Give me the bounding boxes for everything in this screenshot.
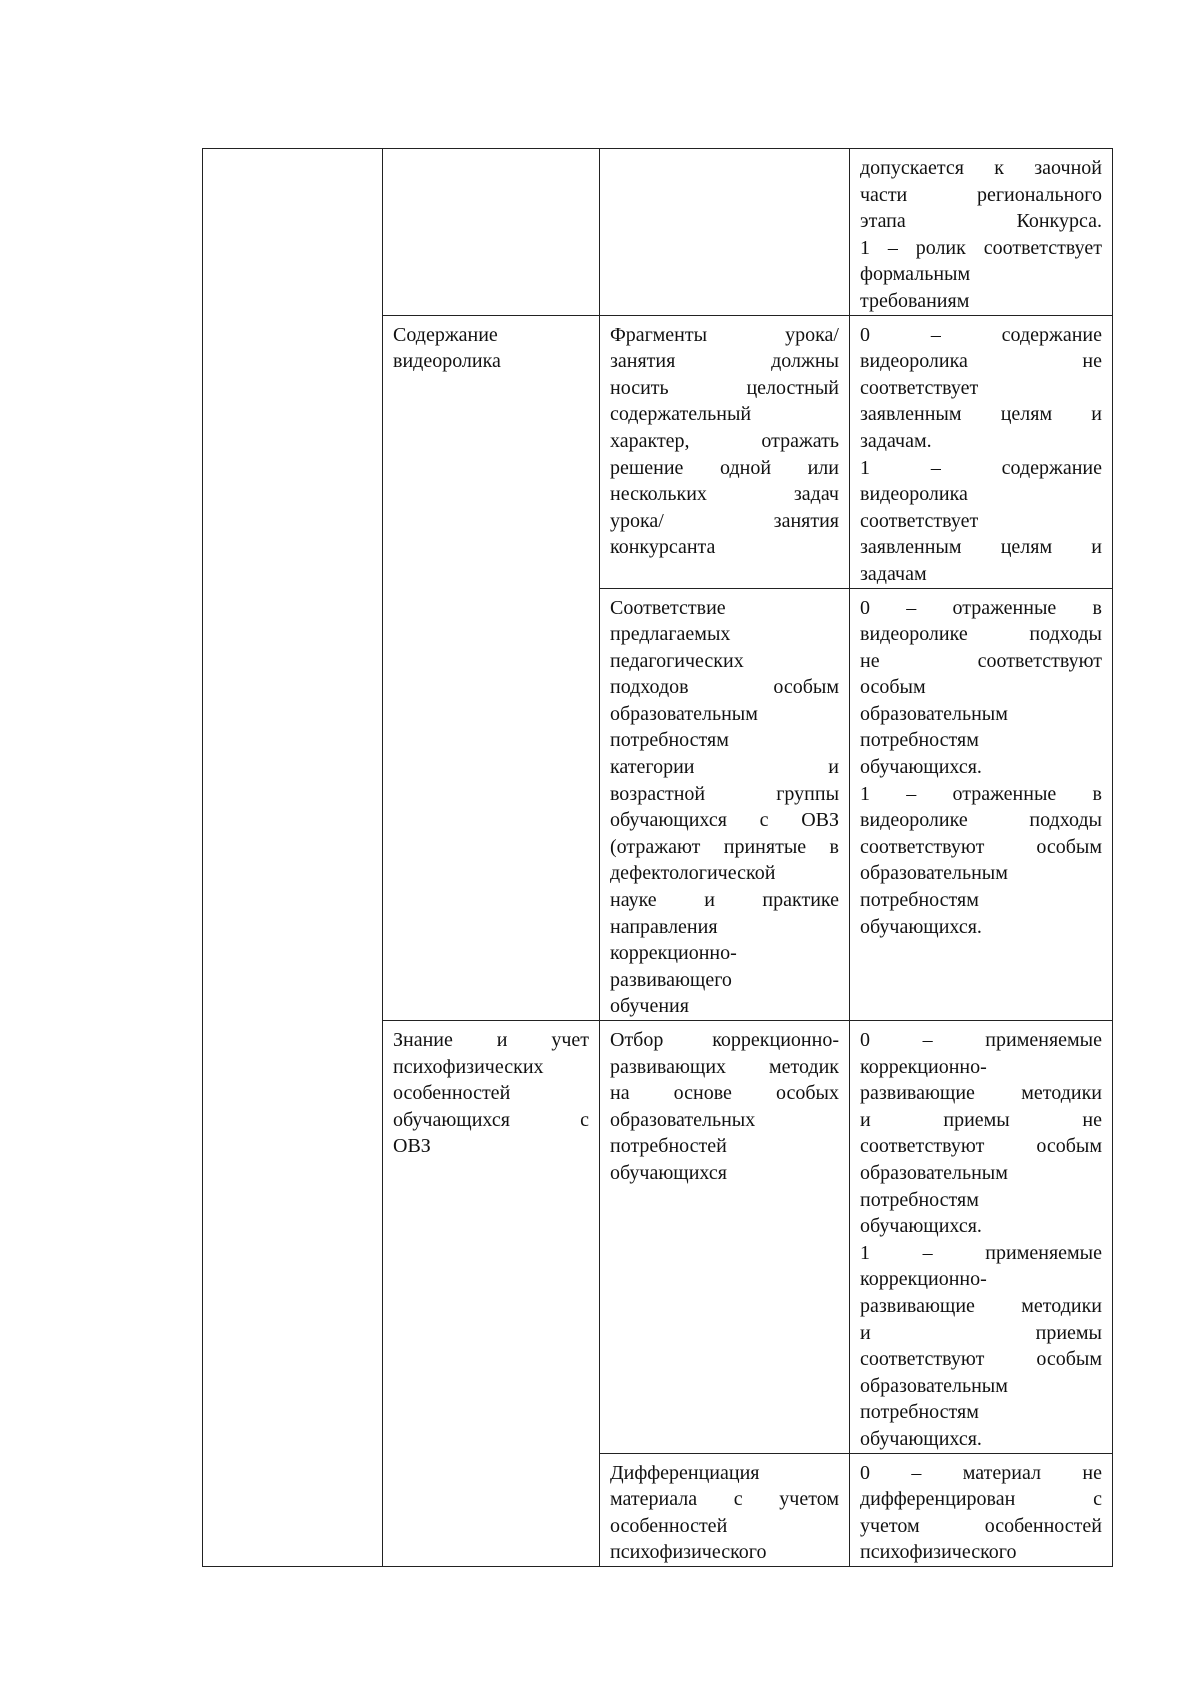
text-line: возрастной группы — [610, 782, 839, 805]
text-line: видеоролика — [393, 350, 501, 373]
text-line: не соответствуют — [860, 649, 1102, 672]
text-line: дефектологической — [610, 862, 776, 885]
text-line: видеоролике подходы — [860, 623, 1102, 646]
text-line: образовательным — [860, 1161, 1008, 1184]
text-line: носить целостный — [610, 376, 839, 399]
text-line: формальным — [860, 263, 971, 286]
text-line: потребностям — [860, 1401, 979, 1424]
text-line: Дифференциация — [610, 1461, 760, 1484]
text-line: подходов особым — [610, 676, 839, 699]
text-line: учетом особенностей — [860, 1514, 1102, 1537]
criterion-cell — [383, 149, 600, 316]
text-line: задачам. — [860, 429, 932, 452]
text-line: коррекционно- — [610, 942, 737, 965]
text-line: материала с учетом — [610, 1488, 839, 1511]
text-line: на основе особых — [610, 1082, 839, 1105]
text-line: потребностям — [860, 889, 979, 912]
text-line: соответствуют особым — [860, 1135, 1102, 1158]
text-line: видеоролика не — [860, 350, 1102, 373]
text-line: решение одной или — [610, 456, 839, 479]
text-line: требованиям — [860, 289, 970, 312]
text-line: ОВЗ — [393, 1135, 431, 1158]
text-line: и приемы не — [860, 1108, 1102, 1131]
text-line: урока/ занятия — [610, 509, 839, 532]
text-line: заявленным целям и — [860, 403, 1102, 426]
text-line: 1 – применяемые — [860, 1241, 1102, 1264]
text-line: обучающихся с — [393, 1108, 589, 1131]
text-line: Знание и учет — [393, 1029, 589, 1051]
text-line: обучающихся. — [860, 915, 982, 938]
table-row — [203, 149, 1113, 316]
text-line: обучающихся. — [860, 756, 982, 779]
scoring-cell — [850, 588, 1113, 1021]
text-line: 1 – ролик соответствует — [860, 236, 1102, 259]
text-line: 1 – отраженные в — [860, 782, 1102, 805]
indicator-cell — [600, 1021, 850, 1454]
indicator-cell — [600, 315, 850, 588]
text-line: дифференцирован с — [860, 1488, 1102, 1511]
text-line: обучающихся с ОВЗ — [610, 809, 839, 832]
text-line: развивающие методики — [860, 1294, 1102, 1317]
text-line: педагогических — [610, 649, 744, 672]
text-line: категории и — [610, 756, 839, 779]
text-line: этапа Конкурса. — [860, 210, 1102, 233]
section-cell — [203, 149, 383, 1567]
text-line: характер, отражать — [610, 429, 839, 452]
text-line: науке и практике — [610, 889, 839, 912]
text-line: допускается к заочной — [860, 157, 1102, 179]
scoring-cell — [850, 1021, 1113, 1454]
text-line: обучающихся. — [860, 1215, 982, 1238]
text-line: особенностей — [610, 1514, 728, 1537]
text-line: заявленным целям и — [860, 536, 1102, 559]
text-line: обучающихся — [610, 1161, 727, 1184]
text-line: 0 – отраженные в — [860, 596, 1102, 619]
text-line: потребностей — [610, 1135, 727, 1158]
text-line: нескольких задач — [610, 483, 839, 506]
text-line: образовательным — [610, 702, 758, 725]
text-line: психофизического — [860, 1541, 1017, 1564]
text-line: развивающих методик — [610, 1055, 839, 1078]
text-line: соответствует — [860, 509, 979, 532]
indicator-cell — [600, 588, 850, 1021]
scoring-cell — [850, 1453, 1113, 1566]
text-line: предлагаемых — [610, 623, 731, 646]
text-line: видеоролике подходы — [860, 809, 1102, 832]
text-line: и приемы — [860, 1321, 1102, 1344]
text-line: потребностям — [860, 1188, 979, 1211]
criterion-cell — [383, 315, 600, 1020]
criteria-table — [202, 148, 1113, 1567]
text-line: особенностей — [393, 1082, 511, 1105]
text-line: содержательный — [610, 403, 752, 426]
text-line: Соответствие — [610, 596, 726, 619]
text-line: обучающихся. — [860, 1427, 982, 1450]
scoring-cell — [850, 315, 1113, 588]
text-line: (отражают принятые в — [610, 835, 839, 858]
text-line: развивающего — [610, 968, 732, 991]
text-line: 0 – материал не — [860, 1461, 1102, 1484]
text-line: коррекционно- — [860, 1055, 987, 1078]
text-line: образовательным — [860, 862, 1008, 885]
criterion-cell — [383, 1021, 600, 1567]
text-line: образовательным — [860, 702, 1008, 725]
text-line: обучения — [610, 995, 689, 1018]
text-line: 1 – содержание — [860, 456, 1102, 479]
text-line: развивающие методики — [860, 1082, 1102, 1105]
text-line: Содержание — [393, 323, 498, 346]
text-line: особым — [860, 676, 926, 699]
text-line: занятия должны — [610, 350, 839, 373]
text-line: психофизических — [393, 1055, 544, 1078]
text-line: потребностям — [610, 729, 729, 752]
indicator-cell — [600, 149, 850, 316]
text-line: психофизического — [610, 1541, 767, 1564]
text-line: соответствуют особым — [860, 1348, 1102, 1371]
text-line: задачам — [860, 562, 927, 585]
text-line: 0 – применяемые — [860, 1029, 1102, 1051]
text-line: соответствует — [860, 376, 979, 399]
text-line: образовательных — [610, 1108, 756, 1131]
text-line: видеоролика — [860, 483, 968, 506]
text-line: конкурсанта — [610, 536, 716, 559]
indicator-cell — [600, 1453, 850, 1566]
text-line: потребностям — [860, 729, 979, 752]
text-line: Фрагменты урока/ — [610, 323, 839, 346]
text-line: направления — [610, 915, 718, 938]
text-line: коррекционно- — [860, 1268, 987, 1291]
text-line: 0 – содержание — [860, 323, 1102, 346]
text-line: образовательным — [860, 1374, 1008, 1397]
text-line: части регионального — [860, 183, 1102, 206]
text-line: соответствуют особым — [860, 835, 1102, 858]
text-line: Отбор коррекционно- — [610, 1029, 839, 1051]
scoring-cell — [850, 149, 1113, 316]
